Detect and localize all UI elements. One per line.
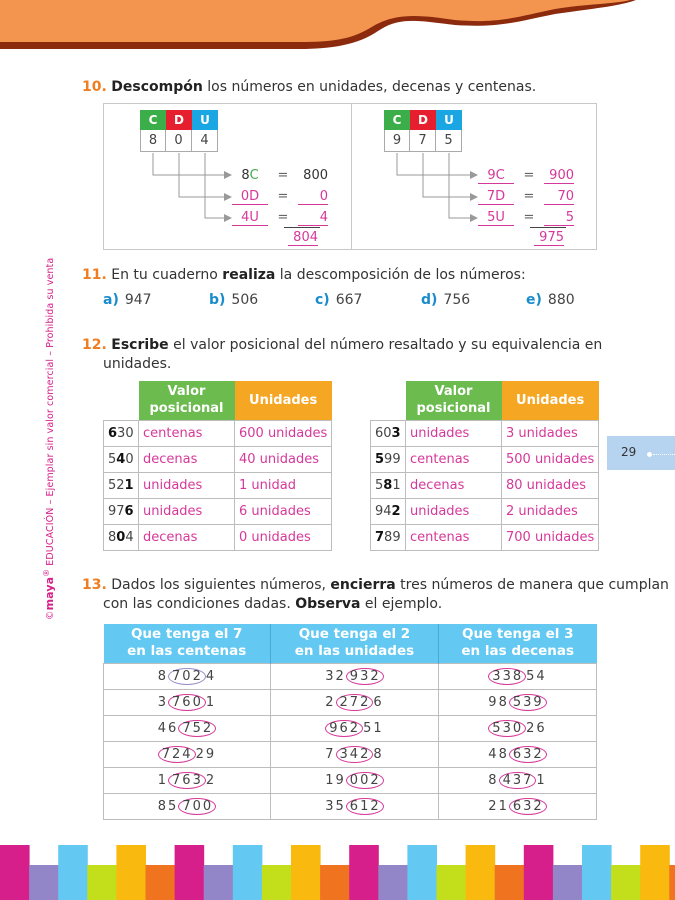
footer-color-band [0, 845, 675, 900]
question-number: 10. [82, 79, 107, 95]
number-cell [104, 767, 271, 793]
digits: 0 [125, 451, 134, 467]
header-unidades: Unidades [502, 381, 599, 420]
digits: 21 [488, 798, 509, 814]
digits: 98 [488, 694, 509, 710]
decomposition-frame [103, 103, 597, 250]
digit-u: 5 [436, 130, 462, 152]
digits: 1 [157, 772, 169, 788]
table-row [104, 689, 597, 715]
number [325, 773, 383, 788]
blank-header [104, 381, 139, 420]
circled-digits[interactable]: 338 [488, 668, 526, 685]
equation-row [478, 210, 574, 226]
digits: 19 [325, 772, 346, 788]
number-cell [270, 741, 438, 767]
page-number-tab [607, 436, 675, 470]
digit-u: 4 [192, 130, 218, 152]
circled-digits[interactable]: 437 [499, 772, 537, 789]
answer-term: 5U [478, 210, 514, 226]
circled-digits[interactable]: 724 [158, 746, 196, 763]
footer-bar-tall [116, 845, 146, 900]
header-line: posicional [416, 401, 491, 417]
question-number: 11. [82, 267, 107, 283]
header-line: Valor [167, 384, 206, 400]
cdu-table [140, 110, 218, 152]
number-cell [104, 715, 271, 741]
header-d: D [166, 110, 192, 130]
number [158, 799, 216, 814]
number-cell [371, 420, 406, 446]
number [488, 669, 546, 684]
number-cell [270, 663, 438, 689]
header-line: Valor [434, 384, 473, 400]
answer-term: 7D [478, 189, 514, 205]
number-cell [270, 793, 438, 819]
number-cell [438, 689, 596, 715]
table-row [104, 715, 597, 741]
place-value-answer: decenas [139, 446, 235, 472]
number-cell [438, 793, 596, 819]
number-cell [371, 498, 406, 524]
digit-c: 9 [384, 130, 410, 152]
instruction-verb: Descompón [111, 79, 203, 95]
table-row [371, 420, 599, 446]
digits: 99 [384, 451, 401, 467]
question-number: 12. [82, 337, 107, 353]
table-row [104, 472, 332, 498]
footer-bar-tall [524, 845, 554, 900]
answer-value: 70 [544, 189, 574, 205]
instruction-verb: Escribe [111, 337, 169, 353]
header-u: U [436, 110, 462, 130]
term-place: C [249, 168, 259, 183]
circled-digits[interactable]: 272 [336, 694, 374, 711]
digits: 29 [195, 746, 217, 762]
equals-sign: = [277, 210, 289, 225]
number [158, 695, 216, 710]
instruction-text: el valor posicional del número resaltado y su equivalencia en [168, 337, 603, 353]
footer-bar-short [204, 865, 234, 900]
digits: 52 [108, 477, 125, 493]
circled-digits[interactable]: 530 [488, 720, 526, 737]
highlighted-digit: 6 [108, 425, 118, 441]
instruction-verb: Observa [295, 596, 361, 612]
place-value-answer: centenas [406, 446, 502, 472]
digits: 26 [526, 720, 547, 736]
footer-bar-short [611, 865, 641, 900]
cdu-table [384, 110, 462, 152]
table-row [104, 663, 597, 689]
equals-sign: = [523, 210, 535, 225]
digits: 6 [373, 694, 384, 710]
header-c: C [140, 110, 166, 130]
number-cell [438, 715, 596, 741]
header-band [0, 0, 675, 60]
place-value-answer: unidades [139, 472, 235, 498]
number-cell [270, 689, 438, 715]
highlighted-digit: 2 [391, 503, 401, 519]
instruction-text: Dados los siguientes números, [111, 577, 331, 593]
term-digit: 8 [241, 168, 250, 183]
digits: 60 [375, 425, 392, 441]
number-cell [270, 715, 438, 741]
equals-sign: = [277, 168, 289, 183]
table-row [104, 498, 332, 524]
equation-row [478, 168, 574, 184]
units-answer: 80 unidades [502, 472, 599, 498]
header-c: C [384, 110, 410, 130]
table-row [371, 498, 599, 524]
place-value-answer: unidades [406, 498, 502, 524]
instruction-text: el ejemplo. [360, 596, 443, 612]
footer-bar-short [320, 865, 350, 900]
option-label: d) [421, 292, 438, 308]
digits: 8 [373, 746, 384, 762]
footer-bar-short [553, 865, 583, 900]
credit-text: EDUCACIÓN – Ejemplar sin valor comercial – Prohibida su venta [45, 257, 57, 569]
digits: 46 [157, 720, 179, 736]
option-label: c) [315, 292, 330, 308]
number-cell [104, 524, 139, 550]
number-cell [104, 420, 139, 446]
answer-term: 9C [478, 168, 514, 184]
number-cell [371, 472, 406, 498]
page-tab-dot-icon [647, 452, 652, 457]
place-value-answer: decenas [406, 472, 502, 498]
header-line: Que tenga el 7 [130, 626, 243, 643]
option-e [526, 292, 575, 308]
option-value: 667 [335, 292, 363, 308]
header-line: en las decenas [461, 643, 575, 660]
table-row [104, 446, 332, 472]
circled-digits[interactable]: 539 [509, 694, 547, 711]
sum-line [284, 227, 320, 228]
circled-digits[interactable]: 702 [168, 668, 206, 685]
footer-bar-short [29, 865, 59, 900]
highlighted-digit: 5 [375, 451, 385, 467]
option-value: 506 [231, 292, 259, 308]
option-value: 756 [443, 292, 471, 308]
units-answer: 1 unidad [235, 472, 332, 498]
footer-bar-short [146, 865, 176, 900]
circled-digits[interactable]: 700 [178, 798, 216, 815]
table-row [104, 767, 597, 793]
number-cell [104, 446, 139, 472]
highlighted-digit: 0 [116, 529, 126, 545]
footer-bar-short [262, 865, 292, 900]
digits: 5 [375, 477, 384, 493]
instruction-verb: realiza [222, 267, 276, 283]
units-answer: 6 unidades [235, 498, 332, 524]
footer-bar-tall [175, 845, 205, 900]
circle-numbers-table [103, 624, 597, 820]
units-answer: 40 unidades [235, 446, 332, 472]
footer-bar-tall [58, 845, 88, 900]
footer-bar-tall [466, 845, 496, 900]
digits: 7 [325, 746, 336, 762]
answer-value: 0 [298, 189, 328, 205]
place-value-answer: unidades [406, 420, 502, 446]
number [325, 721, 383, 736]
number [158, 747, 216, 762]
footer-bar-tall [582, 845, 612, 900]
place-value-table-2 [370, 381, 599, 551]
option-value: 947 [124, 292, 152, 308]
number-cell [104, 663, 271, 689]
equation-row [478, 189, 574, 205]
question-13-title [82, 576, 669, 614]
circled-digits[interactable]: 962 [325, 720, 363, 737]
page-tab-dotted-line [653, 454, 675, 455]
header-unidades: Unidades [235, 381, 332, 420]
digits: 35 [325, 798, 346, 814]
highlighted-digit: 3 [391, 425, 401, 441]
footer-bar-tall [349, 845, 379, 900]
header-line: posicional [149, 401, 224, 417]
instruction-text: tres números de manera que cumplan [395, 577, 669, 593]
equation-row [232, 168, 328, 183]
circled-digits[interactable]: 002 [346, 772, 384, 789]
footer-bar-short [495, 865, 525, 900]
units-answer: 500 unidades [502, 446, 599, 472]
units-answer: 700 unidades [502, 524, 599, 550]
equals-sign: = [523, 189, 535, 204]
table-row [104, 741, 597, 767]
condition-header [104, 624, 271, 663]
units-answer: 2 unidades [502, 498, 599, 524]
number [488, 695, 546, 710]
digits: 5 [108, 451, 117, 467]
decomposition-804 [104, 104, 351, 249]
digits: 51 [363, 720, 384, 736]
place-value-answer: unidades [139, 498, 235, 524]
question-number: 13. [82, 577, 107, 593]
circled-digits[interactable]: 632 [509, 798, 547, 815]
footer-bar-tall [0, 845, 30, 900]
place-value-table-1 [103, 381, 332, 551]
highlighted-digit: 7 [375, 529, 385, 545]
question-12-title [82, 336, 602, 374]
answer-value: 900 [544, 168, 574, 184]
instruction-text: unidades. [103, 356, 172, 372]
place-value-answer: centenas [406, 524, 502, 550]
circled-digits[interactable]: 932 [346, 668, 384, 685]
table-row [371, 446, 599, 472]
digits: 1 [536, 772, 547, 788]
digits: 30 [117, 425, 134, 441]
instruction-verb: encierra [330, 577, 396, 593]
digits: 89 [384, 529, 401, 545]
circled-digits[interactable]: 763 [168, 772, 206, 789]
footer-bar-short [378, 865, 408, 900]
digits: 3 [157, 694, 169, 710]
option-b [209, 292, 258, 308]
digits: 1 [205, 694, 217, 710]
footer-bar-short [437, 865, 467, 900]
publisher-logo: maya [43, 576, 57, 611]
copyright-symbol: © [45, 610, 57, 620]
digits: 8 [488, 772, 499, 788]
number [325, 669, 383, 684]
digit-d: 0 [166, 130, 192, 152]
circled-digits[interactable]: 752 [178, 720, 216, 737]
units-answer: 3 unidades [502, 420, 599, 446]
number [325, 747, 383, 762]
table-row [104, 793, 597, 819]
circled-digits[interactable]: 760 [168, 694, 206, 711]
decomposition-975 [352, 104, 599, 249]
digits: 48 [488, 746, 509, 762]
highlighted-digit: 6 [124, 503, 134, 519]
instruction-text: En tu cuaderno [111, 267, 223, 283]
table-row [371, 472, 599, 498]
option-c [315, 292, 362, 308]
digits: 4 [205, 668, 217, 684]
term-value: 800 [303, 168, 328, 183]
footer-bar-tall [291, 845, 321, 900]
number [488, 799, 546, 814]
digits: 2 [325, 694, 336, 710]
circled-digits[interactable]: 342 [336, 746, 374, 763]
highlighted-digit: 1 [124, 477, 134, 493]
units-answer: 0 unidades [235, 524, 332, 550]
option-label: b) [209, 292, 226, 308]
header-valor-posicional [406, 381, 502, 420]
number [158, 721, 216, 736]
digits: 8 [157, 668, 169, 684]
digits: 2 [205, 772, 217, 788]
header-line: en las centenas [127, 643, 247, 660]
number-cell [104, 498, 139, 524]
place-value-answer: decenas [139, 524, 235, 550]
instruction-text: la descomposición de los números: [275, 267, 526, 283]
number-cell [371, 446, 406, 472]
header-d: D [410, 110, 436, 130]
digits: 32 [325, 668, 346, 684]
number [488, 747, 546, 762]
number-cell [104, 793, 271, 819]
option-a [103, 292, 152, 308]
equals-sign: = [523, 168, 535, 183]
digits: 97 [108, 503, 125, 519]
condition-header [438, 624, 596, 663]
number-cell [270, 767, 438, 793]
condition-header [270, 624, 438, 663]
answer-term: 0D [232, 189, 268, 205]
number [158, 669, 216, 684]
answer-total: 975 [534, 230, 564, 246]
number [158, 773, 216, 788]
number-cell [371, 524, 406, 550]
header-line: Que tenga el 3 [461, 626, 574, 643]
digit-c: 8 [140, 130, 166, 152]
blank-header [371, 381, 406, 420]
answer-term: 4U [232, 210, 268, 226]
footer-bar-short [669, 865, 675, 900]
answer-value: 4 [298, 210, 328, 226]
digits: 1 [392, 477, 401, 493]
question-10-title [82, 78, 536, 97]
answer-total: 804 [288, 230, 318, 246]
digits: 94 [375, 503, 392, 519]
digits: 4 [125, 529, 134, 545]
registered-symbol: ® [42, 568, 51, 577]
highlighted-digit: 4 [116, 451, 126, 467]
table-row [104, 420, 332, 446]
highlighted-digit: 8 [383, 477, 393, 493]
number-cell [438, 741, 596, 767]
number-cell [438, 767, 596, 793]
digit-d: 7 [410, 130, 436, 152]
equation-row [232, 189, 328, 205]
header-line: Que tenga el 2 [298, 626, 411, 643]
number [325, 799, 383, 814]
question-11-title [82, 266, 526, 285]
circled-digits[interactable]: 632 [509, 746, 547, 763]
option-value: 880 [547, 292, 575, 308]
side-credit [42, 257, 57, 620]
equals-sign: = [277, 189, 289, 204]
sum-line [530, 227, 566, 228]
number-cell [104, 741, 271, 767]
digits: 8 [108, 529, 117, 545]
header-u: U [192, 110, 218, 130]
number [488, 721, 546, 736]
footer-bar-tall [233, 845, 263, 900]
option-d [421, 292, 470, 308]
number [488, 773, 546, 788]
circled-digits[interactable]: 612 [346, 798, 384, 815]
footer-bar-tall [407, 845, 437, 900]
header-valor-posicional [139, 381, 235, 420]
table-row [104, 524, 332, 550]
units-answer: 600 unidades [235, 420, 332, 446]
number [325, 695, 383, 710]
page-number: 29 [621, 445, 637, 459]
digits: 54 [526, 668, 547, 684]
number-cell [104, 472, 139, 498]
answer-value: 5 [544, 210, 574, 226]
instruction-text: los números en unidades, decenas y centenas. [202, 79, 537, 95]
table-row [371, 524, 599, 550]
number-cell [104, 689, 271, 715]
option-label: a) [103, 292, 119, 308]
header-line: en las unidades [294, 643, 415, 660]
place-value-answer: centenas [139, 420, 235, 446]
instruction-text: con las condiciones dadas. [103, 596, 296, 612]
equation-row [232, 210, 328, 226]
number-cell [438, 663, 596, 689]
digits: 85 [157, 798, 179, 814]
footer-bar-tall [640, 845, 670, 900]
option-label: e) [526, 292, 542, 308]
footer-bar-short [87, 865, 117, 900]
